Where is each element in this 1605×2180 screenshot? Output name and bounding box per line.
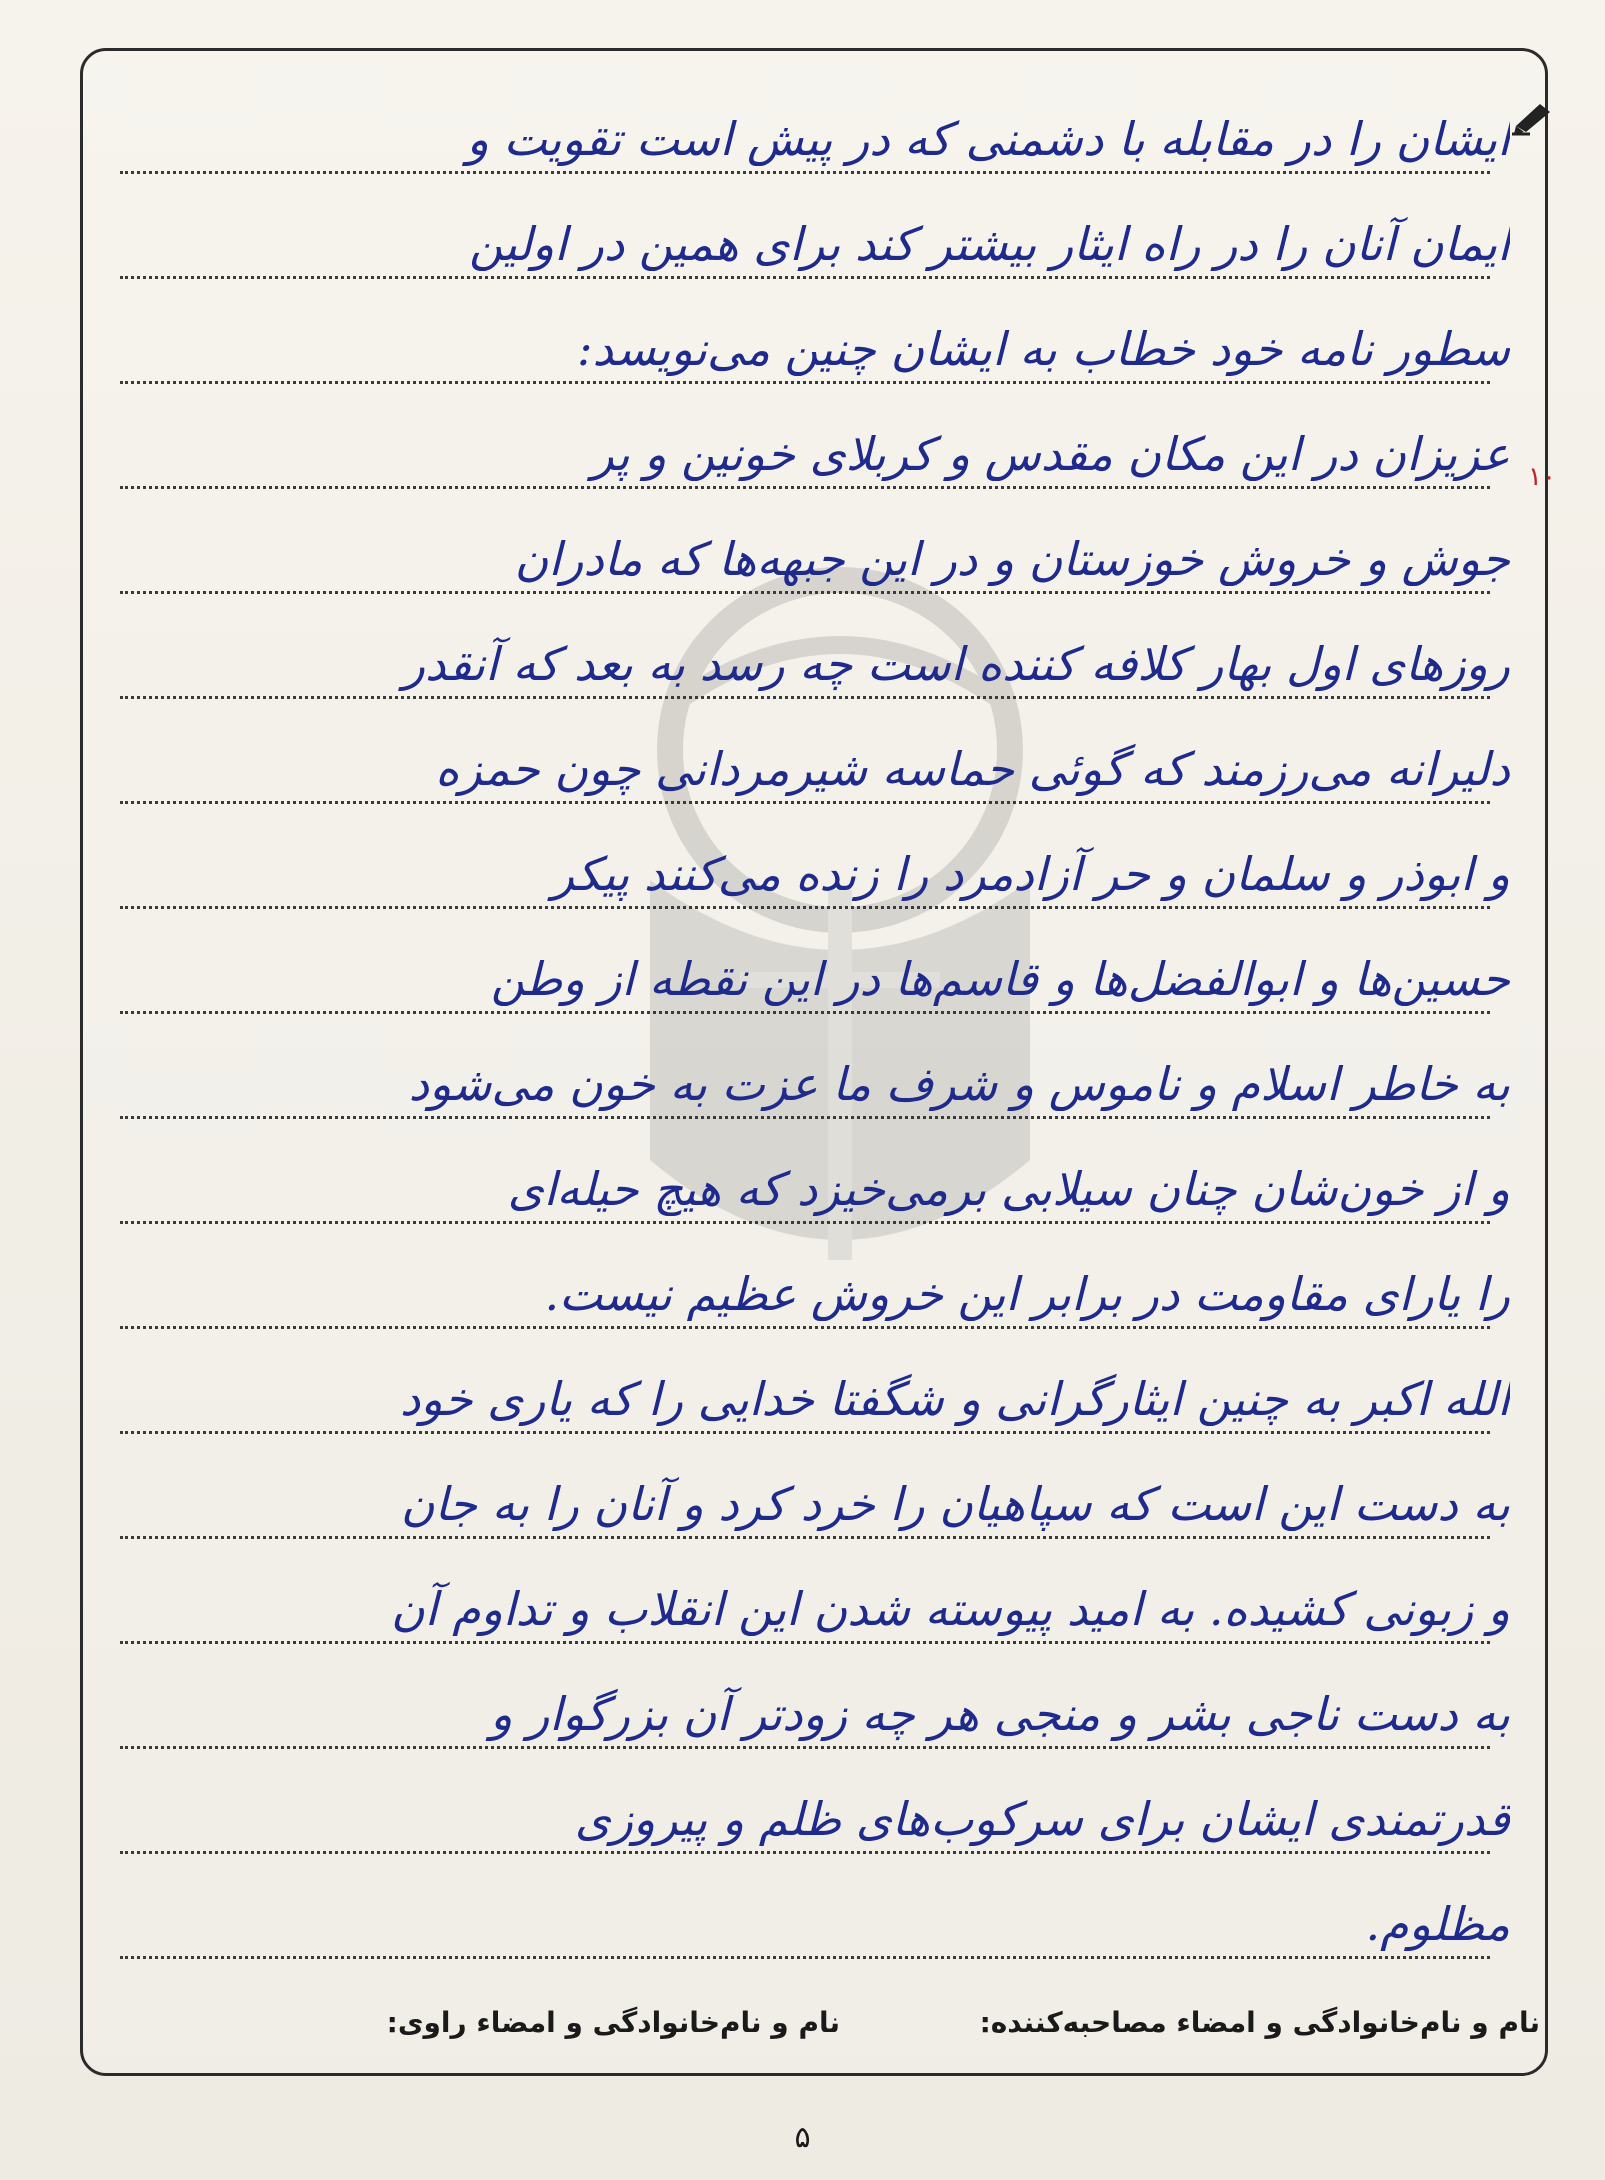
ruled-line [100, 403, 1530, 503]
ruled-line [100, 1558, 1530, 1658]
handwritten-text: عزیزان در این مکان مقدس و کربلای خونین و پر [591, 427, 1510, 481]
ruled-line [100, 1768, 1530, 1868]
ruled-line [100, 508, 1530, 608]
narrator-signature-label: نام و نام‌خانوادگی و امضاء راوی: [386, 2006, 840, 2039]
handwritten-text: مظلوم. [1365, 1897, 1510, 1951]
handwritten-text: و ابوذر و سلمان و حر آزادمرد را زنده می‌کنند پیکر [551, 847, 1510, 901]
handwritten-text: را یارای مقاومت در برابر این خروش عظیم نیست. [544, 1267, 1510, 1321]
handwritten-lines [100, 88, 1530, 1988]
handwritten-text: الله اکبر به چنین ایثارگرانی و شگفتا خدایی را که یاری خود [399, 1372, 1510, 1426]
handwritten-text: و از خون‌شان چنان سیلابی برمی‌خیزد که هیچ حیله‌ای [507, 1162, 1510, 1216]
ruled-line [100, 823, 1530, 923]
ruled-line [100, 1243, 1530, 1343]
ruled-line [100, 613, 1530, 713]
handwritten-text: دلیرانه می‌رزمند که گوئی حماسه شیرمردانی چون حمزه [435, 742, 1510, 796]
signature-footer [140, 2006, 1540, 2056]
handwritten-text: روزهای اول بهار کلافه کننده است چه رسد به بعد که آنقدر [402, 637, 1510, 691]
ruled-line [100, 88, 1530, 188]
ruled-line [100, 1663, 1530, 1763]
handwritten-text: به خاطر اسلام و ناموس و شرف ما عزت به خون می‌شود [408, 1057, 1510, 1111]
ruled-line [100, 298, 1530, 398]
ruled-line [100, 1453, 1530, 1553]
handwritten-text: جوش و خروش خوزستان و در این جبهه‌ها که مادران [514, 532, 1510, 586]
handwritten-text: ایمان آنان را در راه ایثار بیشتر کند برای همین در اولین [469, 217, 1510, 271]
ruled-line [100, 1348, 1530, 1448]
ruled-line [100, 1873, 1530, 1973]
ruled-line [100, 193, 1530, 293]
handwritten-text: و زبونی کشیده. به امید پیوسته شدن این انقلاب و تداوم آن [391, 1582, 1510, 1636]
handwritten-text: ایشان را در مقابله با دشمنی که در پیش است تقویت و [466, 112, 1510, 166]
ruled-line [100, 1033, 1530, 1133]
interviewer-signature-label: نام و نام‌خانوادگی و امضاء مصاحبه‌کننده: [979, 2006, 1540, 2039]
handwritten-text: به دست این است که سپاهیان را خرد کرد و آنان را به جان [400, 1477, 1510, 1531]
handwritten-text: سطور نامه خود خطاب به ایشان چنین می‌نویسد: [576, 322, 1510, 376]
margin-mark: ۱۰ [1528, 462, 1556, 492]
ruled-line [100, 718, 1530, 818]
page-number: ۵ [794, 2120, 811, 2155]
handwritten-text: به دست ناجی بشر و منجی هر چه زودتر آن بزرگوار و [490, 1687, 1510, 1741]
handwritten-text: قدرتمندی ایشان برای سرکوب‌های ظلم و پیروزی [574, 1792, 1510, 1846]
ruled-line [100, 1138, 1530, 1238]
ruled-line [100, 928, 1530, 1028]
handwritten-text: حسین‌ها و ابوالفضل‌ها و قاسم‌ها در این نقطه از وطن [490, 952, 1510, 1006]
